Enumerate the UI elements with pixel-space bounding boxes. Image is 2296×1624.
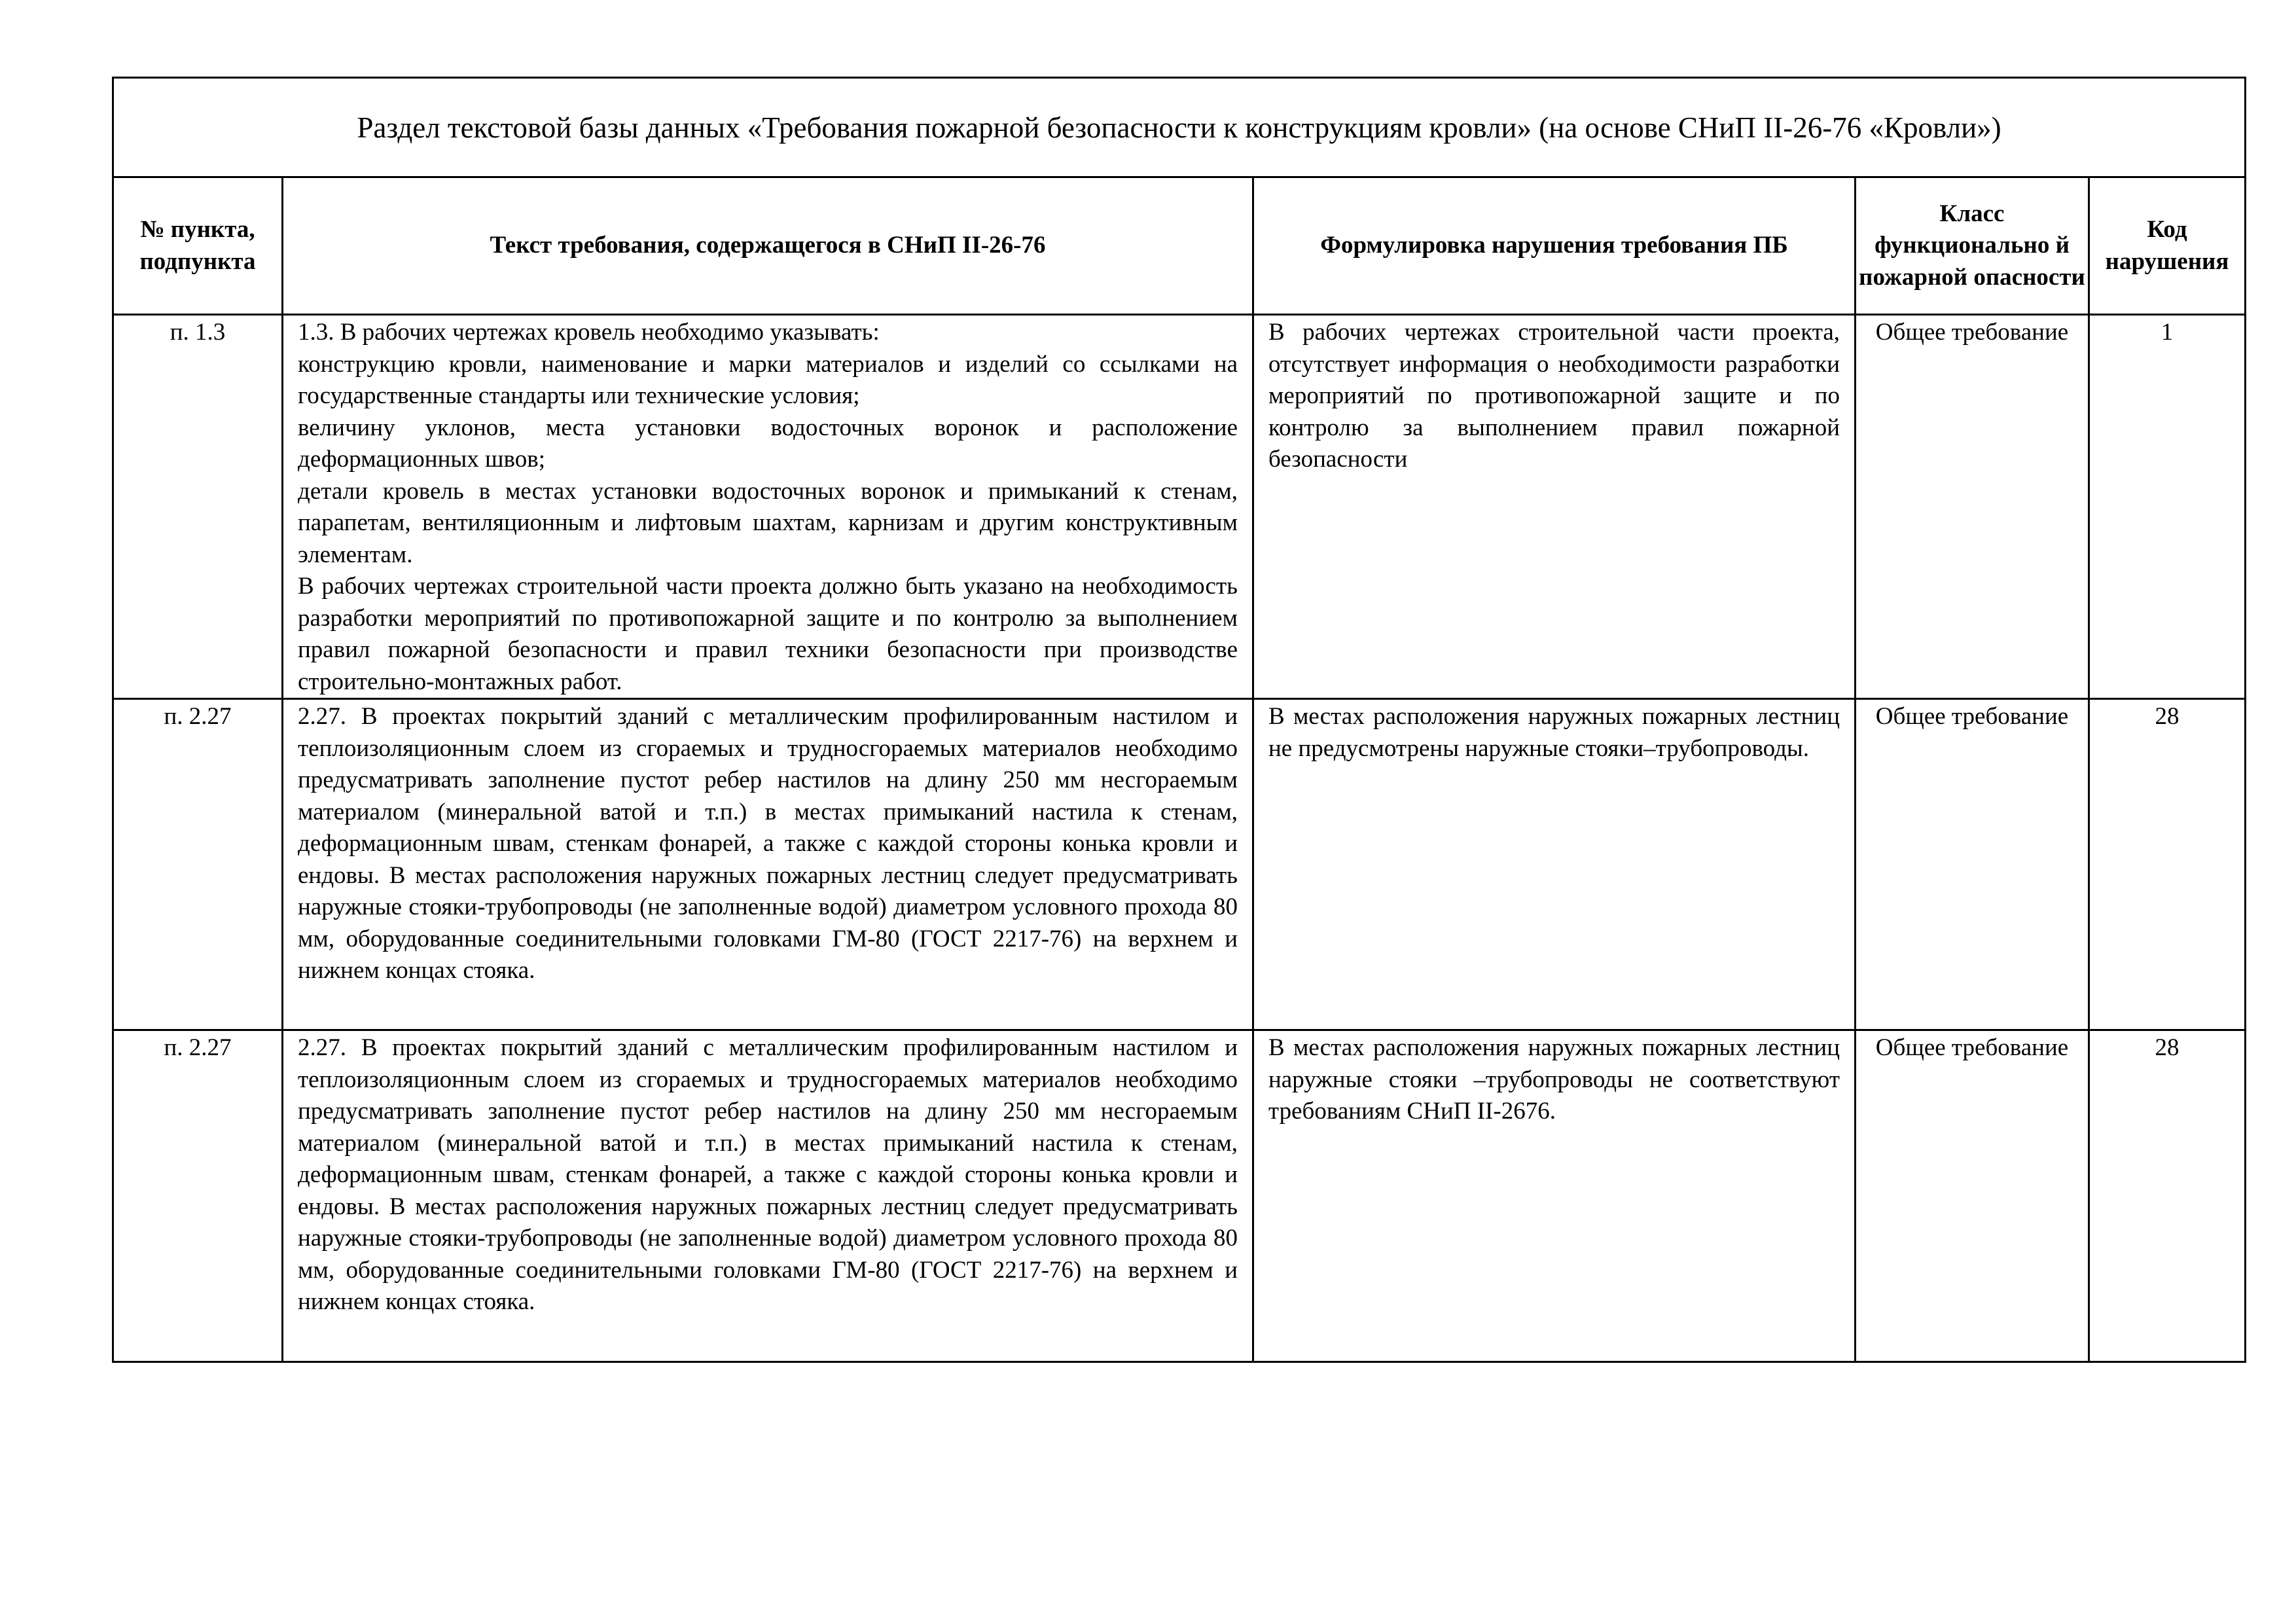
row-class: Общее требование	[1856, 699, 2089, 1030]
row-code: 1	[2089, 315, 2246, 699]
row-requirement-text	[283, 699, 1253, 1030]
header-class: Класс функционально й пожарной опасности	[1856, 177, 2089, 315]
requirement-paragraph: величину уклонов, места установки водосточных воронок и расположение деформационных швов;	[298, 414, 1238, 473]
header-violation: Формулировка нарушения требования ПБ	[1253, 177, 1856, 315]
row-code: 28	[2089, 1030, 2246, 1362]
table-title: Раздел текстовой базы данных «Требования пожарной безопасности к конструкциям кровли» (на основе СНиП II-26-76 «Кровли»)	[113, 78, 2246, 177]
violation-text: В местах расположения наружных пожарных лестниц не предусмотрены наружные стояки–трубопроводы.	[1268, 703, 1840, 762]
header-code: Код нарушения	[2089, 177, 2246, 315]
violation-text: В местах расположения наружных пожарных лестниц наружные стояки –трубопроводы не соответствуют требованиям СНиП II-2676.	[1268, 1034, 1840, 1125]
row-class: Общее требование	[1856, 315, 2089, 699]
table-row	[113, 699, 2246, 1030]
row-code: 28	[2089, 699, 2246, 1030]
requirement-paragraph: 2.27. В проектах покрытий зданий с металлическим профилированным настилом и теплоизоляционным слоем из сгораемых и трудносгораемых материалов необходимо предусматривать заполнение пустот ребер настилов на длину 250 мм несгораемым материалом (минеральной ватой и т.п.) в местах примыканий настила к стенам, деформационным швам, стенкам фонарей, а также с каждой стороны конька кровли и ендовы. В местах расположения наружных пожарных лестниц следует предусматривать наружные стояки-трубопроводы (не заполненные водой) диаметром условного прохода 80 мм, оборудованные соединительными головками ГМ-80 (ГОСТ 2217-76) на верхнем и нижнем концах стояка.	[298, 1034, 1238, 1315]
table-row	[113, 315, 2246, 699]
row-num: п. 2.27	[113, 1030, 283, 1362]
row-violation	[1253, 1030, 1856, 1362]
requirements-table	[112, 77, 2246, 1363]
requirement-paragraph: детали кровель в местах установки водосточных воронок и примыканий к стенам, парапетам, вентиляционным и лифтовым шахтам, карнизам и другим конструктивным элементам.	[298, 477, 1238, 568]
header-row	[113, 177, 2246, 315]
row-class: Общее требование	[1856, 1030, 2089, 1362]
title-row	[113, 78, 2246, 177]
row-violation	[1253, 315, 1856, 699]
table-row	[113, 1030, 2246, 1362]
row-requirement-text	[283, 315, 1253, 699]
violation-text: В рабочих чертежах строительной части проекта, отсутствует информация о необходимости разработки мероприятий по противопожарной защите и по контролю за выполнением правил пожарной безопасности	[1268, 319, 1840, 473]
header-text: Текст требования, содержащегося в СНиП II-26-76	[283, 177, 1253, 315]
row-violation	[1253, 699, 1856, 1030]
requirement-paragraph: В рабочих чертежах строительной части проекта должно быть указано на необходимость разработки мероприятий по противопожарной защите и по контролю за выполнением правил пожарной безопасности и правил техники безопасности при производстве строительно-монтажных работ.	[298, 573, 1238, 695]
header-num: № пункта, подпункта	[113, 177, 283, 315]
requirement-paragraph: 2.27. В проектах покрытий зданий с металлическим профилированным настилом и теплоизоляционным слоем из сгораемых и трудносгораемых материалов необходимо предусматривать заполнение пустот ребер настилов на длину 250 мм несгораемым материалом (минеральной ватой и т.п.) в местах примыканий настила к стенам, деформационным швам, стенкам фонарей, а также с каждой стороны конька кровли и ендовы. В местах расположения наружных пожарных лестниц следует предусматривать наружные стояки-трубопроводы (не заполненные водой) диаметром условного прохода 80 мм, оборудованные соединительными головками ГМ-80 (ГОСТ 2217-76) на верхнем и нижнем концах стояка.	[298, 703, 1238, 984]
requirement-paragraph: конструкцию кровли, наименование и марки материалов и изделий со ссылками на государственные стандарты или технические условия;	[298, 350, 1238, 409]
row-num: п. 2.27	[113, 699, 283, 1030]
requirement-paragraph: 1.3. В рабочих чертежах кровель необходимо указывать:	[298, 319, 880, 346]
row-requirement-text	[283, 1030, 1253, 1362]
row-num: п. 1.3	[113, 315, 283, 699]
